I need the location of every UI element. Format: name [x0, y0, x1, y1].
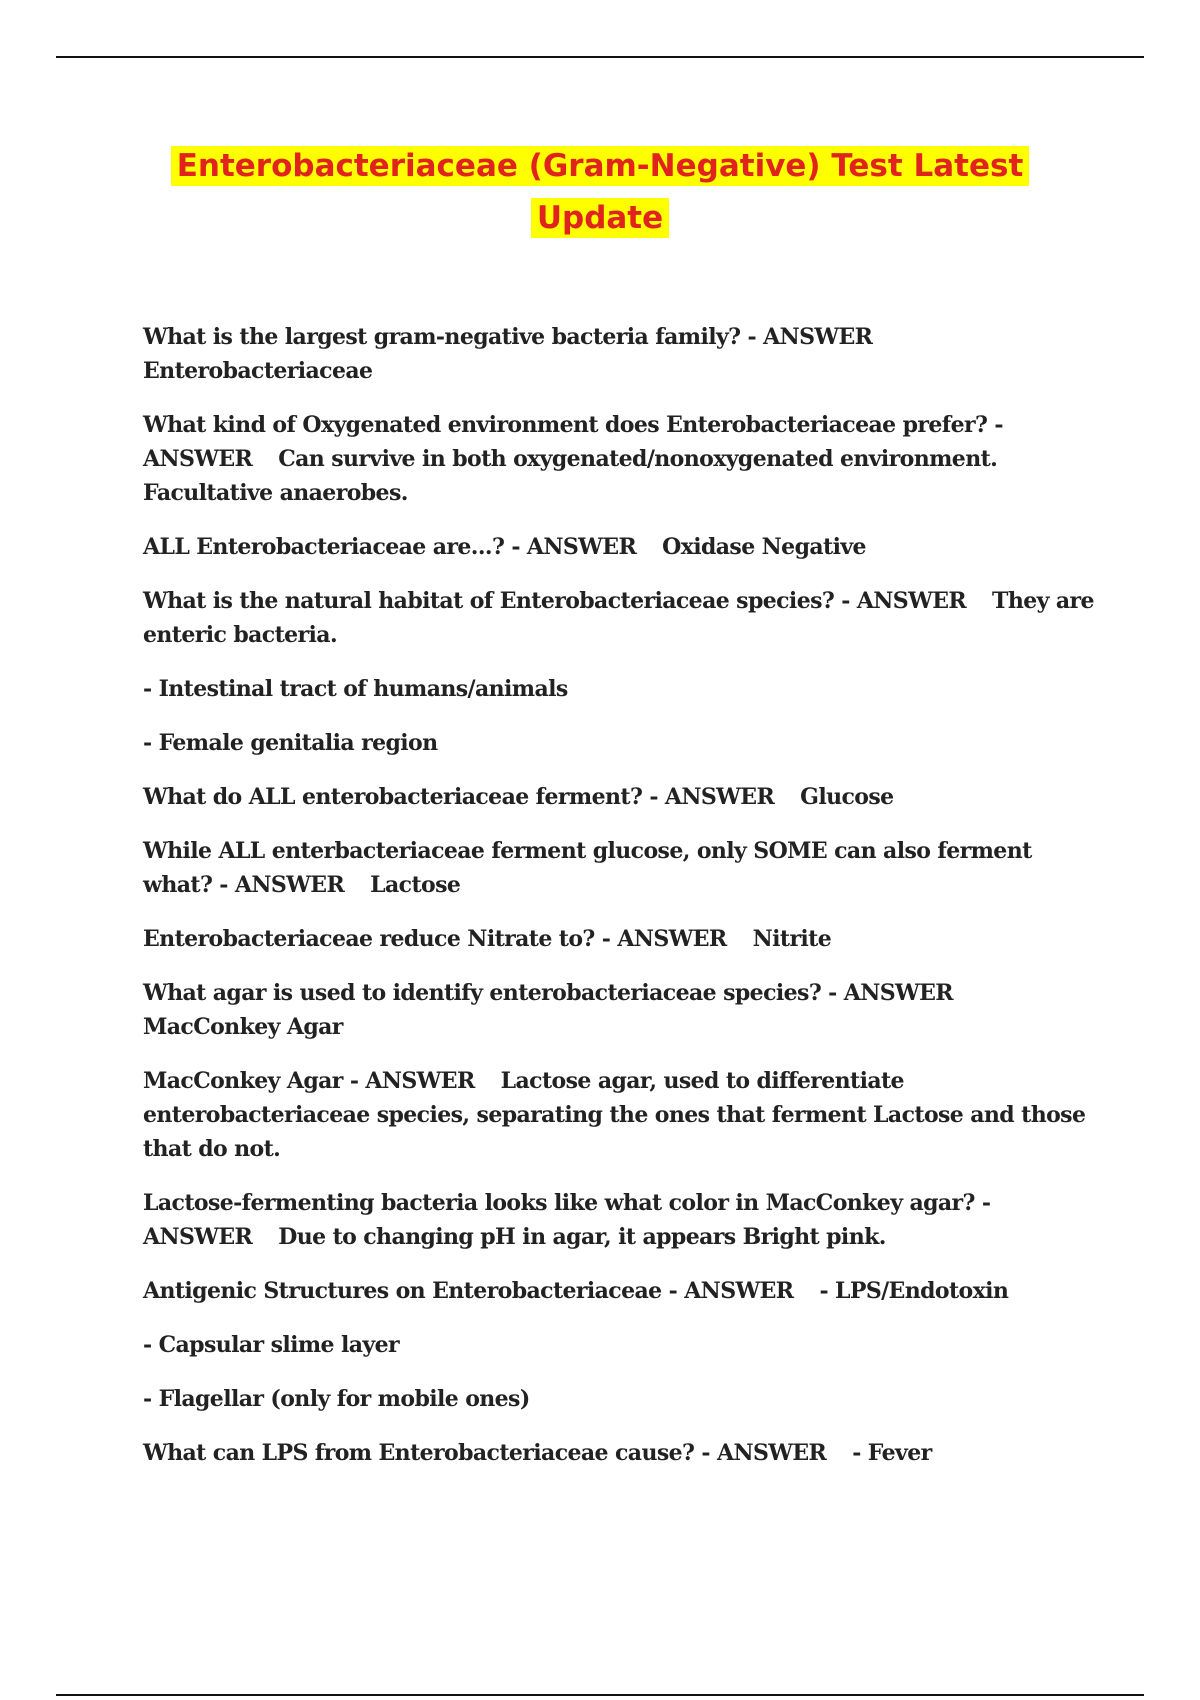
list-item: - Female genitalia region — [143, 730, 438, 756]
list-item: - Flagellar (only for mobile ones) — [143, 1386, 530, 1412]
answer-separator: - ANSWER — [821, 980, 953, 1006]
question-text: What do ALL enterobacteriaceae ferment? — [143, 784, 643, 810]
answer-text: MacConkey Agar — [143, 1014, 343, 1040]
answer-separator: - ANSWER — [661, 1278, 794, 1304]
answer-separator: - ANSWER — [694, 1440, 827, 1466]
title-line-2: Update — [531, 198, 669, 238]
answer-separator: - ANSWER — [504, 534, 637, 560]
qa-item — [143, 320, 1103, 388]
answer-separator: - ANSWER — [642, 784, 775, 810]
qa-list — [143, 320, 1103, 1490]
question-text: What is the natural habitat of Enterobacteriaceae species? — [143, 588, 835, 614]
answer-text: Can survive in both oxygenated/nonoxygenated environment. Facultative anaerobes. — [143, 446, 998, 506]
question-text: While ALL enterbacteriaceae ferment glucose, only SOME can also ferment what? — [143, 838, 1032, 898]
answer-separator: - ANSWER — [143, 412, 1003, 472]
qa-item — [143, 1274, 1103, 1308]
qa-item — [143, 1064, 1103, 1166]
answer-text: Lactose agar, used to differentiate enterobacteriaceae species, separating the ones that ferment Lactose and those that do not. — [143, 1068, 1086, 1162]
answer-text: Due to changing pH in agar, it appears Bright pink. — [278, 1224, 886, 1250]
answer-text: Glucose — [800, 784, 894, 810]
answer-separator: - ANSWER — [740, 324, 873, 350]
question-text: ALL Enterobacteriaceae are...? — [143, 534, 505, 560]
qa-item — [143, 584, 1103, 652]
qa-item — [143, 780, 1103, 814]
answer-separator: - ANSWER — [342, 1068, 475, 1094]
answer-separator: - ANSWER — [212, 872, 345, 898]
title-line-1: Enterobacteriaceae (Gram-Negative) Test Latest — [171, 146, 1030, 186]
answer-text: Lactose — [370, 872, 461, 898]
qa-item — [143, 1436, 1103, 1470]
answer-separator: - ANSWER — [594, 926, 727, 952]
question-text: What agar is used to identify enterobacteriaceae species? — [143, 980, 822, 1006]
qa-item — [143, 1186, 1103, 1254]
list-item: - Capsular slime layer — [143, 1332, 399, 1358]
question-text: Lactose-fermenting bacteria looks like what color in MacConkey agar? — [143, 1190, 975, 1216]
list-item: - Intestinal tract of humans/animals — [143, 676, 568, 702]
qa-item — [143, 408, 1103, 510]
answer-separator: - ANSWER — [143, 1190, 991, 1250]
qa-item — [143, 530, 1103, 564]
answer-text: Nitrite — [752, 926, 832, 952]
qa-item — [143, 922, 1103, 956]
qa-item — [143, 834, 1103, 902]
answer-text: Oxidase Negative — [662, 534, 866, 560]
document-title — [100, 140, 1100, 244]
answer-separator: - ANSWER — [834, 588, 967, 614]
question-text: Enterobacteriaceae reduce Nitrate to? — [143, 926, 595, 952]
question-text: MacConkey Agar — [143, 1068, 343, 1094]
answer-text: - Fever — [852, 1440, 932, 1466]
question-text: What is the largest gram-negative bacteria family? — [143, 324, 741, 350]
question-text: What can LPS from Enterobacteriaceae cause? — [143, 1440, 695, 1466]
answer-text: They are enteric bacteria. — [143, 588, 1094, 648]
answer-text: Enterobacteriaceae — [143, 358, 373, 384]
bottom-rule — [56, 1694, 1144, 1696]
question-text: What kind of Oxygenated environment does Enterobacteriaceae prefer? — [143, 412, 988, 438]
qa-item — [143, 976, 1103, 1044]
top-rule — [56, 56, 1144, 58]
answer-text: - LPS/Endotoxin — [819, 1278, 1009, 1304]
question-text: Antigenic Structures on Enterobacteriaceae — [143, 1278, 662, 1304]
